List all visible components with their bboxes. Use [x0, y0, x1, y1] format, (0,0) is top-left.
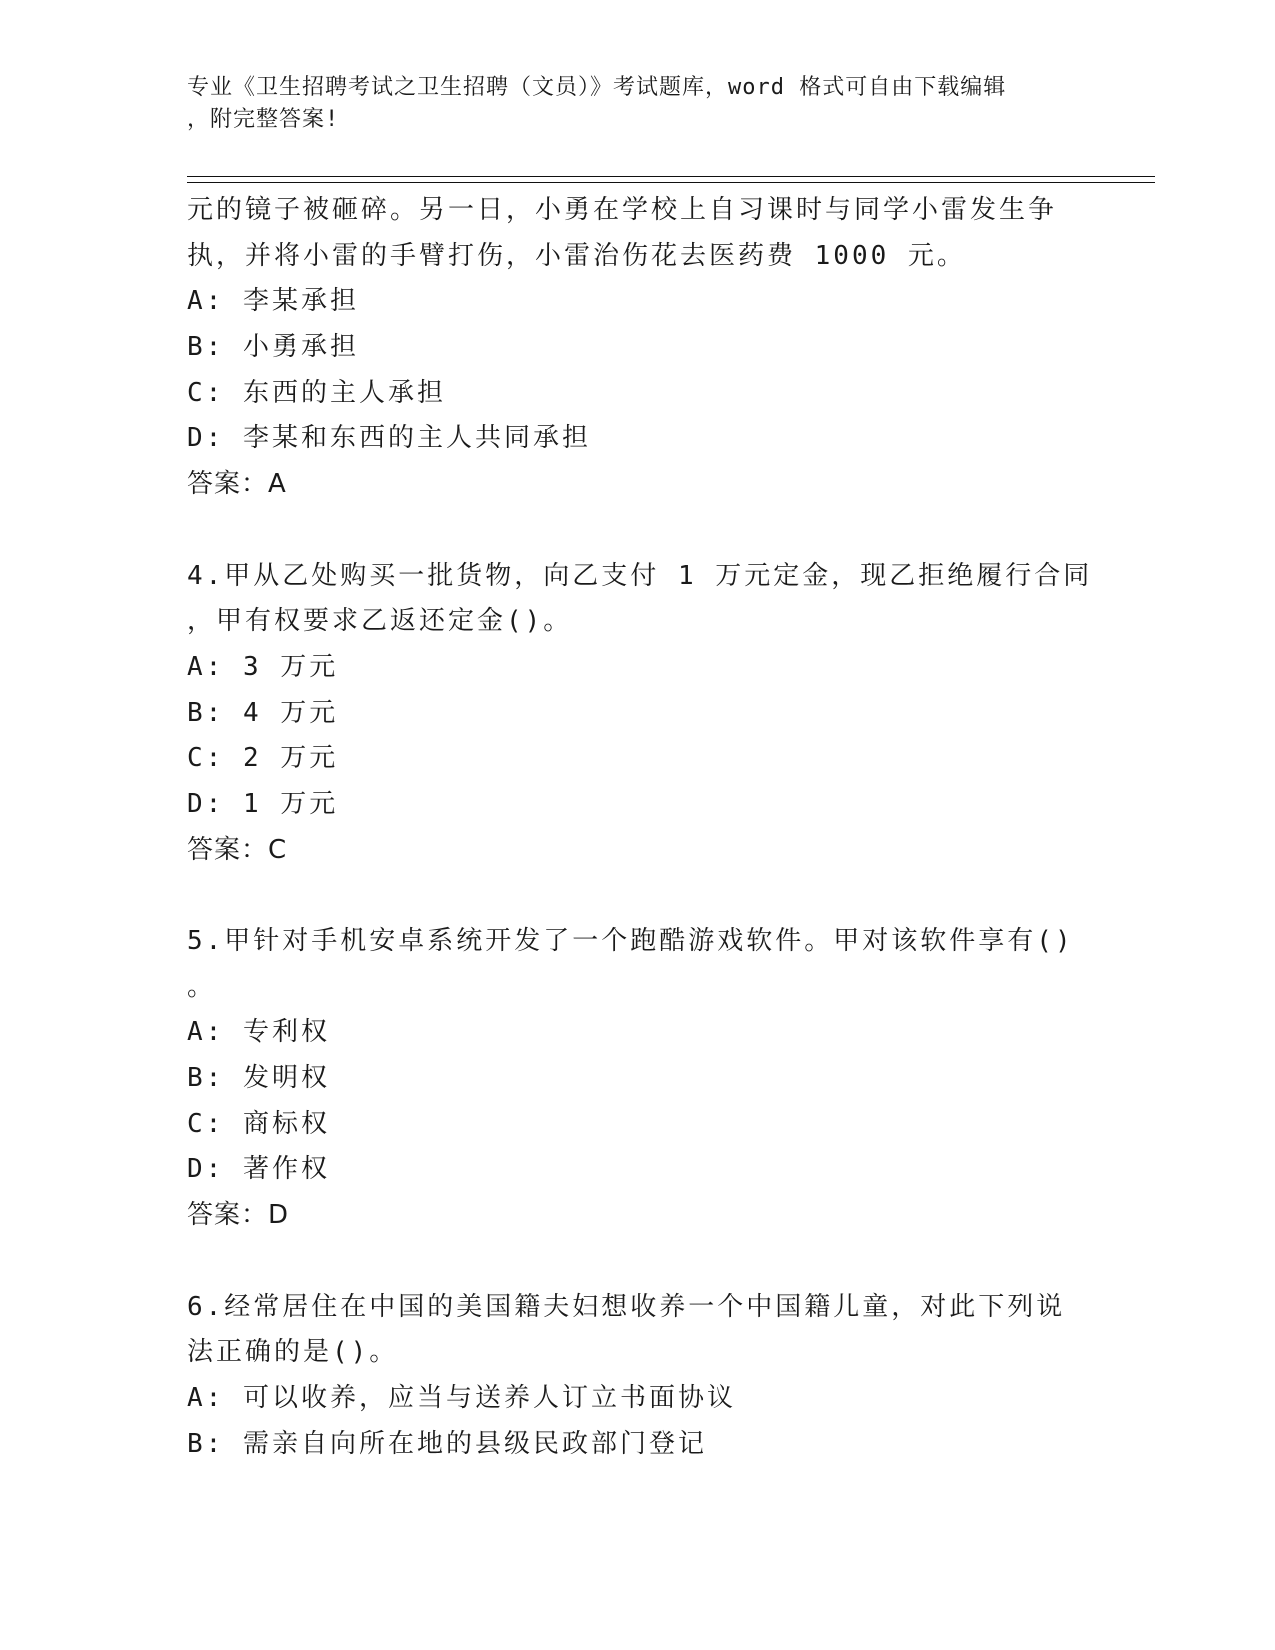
question-5-text-line-1: 5.甲针对手机安卓系统开发了一个跑酷游戏软件。甲对该软件享有() — [187, 926, 1074, 956]
question-spacer — [187, 873, 1087, 919]
header-line-1: 专业《卫生招聘考试之卫生招聘（文员）》考试题库，word 格式可自由下载编辑 — [187, 75, 1007, 100]
question-4-option-c: C: 2 万元 — [187, 743, 339, 774]
question-3 — [187, 188, 1087, 508]
header-rule-bottom — [187, 182, 1155, 183]
question-list — [187, 188, 1093, 1467]
question-5 — [187, 919, 1087, 1239]
question-6-text-line-2: 法正确的是()。 — [187, 1337, 399, 1368]
question-3-answer: 答案：A — [187, 469, 287, 500]
question-6-option-a: A: 可以收养，应当与送养人订立书面协议 — [187, 1382, 736, 1413]
question-3-option-b: B: 小勇承担 — [187, 332, 359, 363]
question-3-text-line-2: 执，并将小雷的手臂打伤，小雷治伤花去医药费 1000 元。 — [187, 240, 966, 271]
question-spacer — [187, 508, 1087, 554]
header-rule-top — [187, 176, 1155, 177]
question-4 — [187, 554, 1093, 874]
question-6-option-b: B: 需亲自向所在地的县级民政部门登记 — [187, 1428, 707, 1459]
question-6-text-line-1: 6.经常居住在中国的美国籍夫妇想收养一个中国籍儿童，对此下列说 — [187, 1291, 1066, 1322]
question-5-option-b: B: 发明权 — [187, 1063, 330, 1094]
question-5-answer: 答案：D — [187, 1200, 290, 1231]
question-4-answer: 答案：C — [187, 834, 288, 865]
question-6 — [187, 1285, 1087, 1468]
question-4-text-line-1: 4.甲从乙处购买一批货物，向乙支付 1 万元定金，现乙拒绝履行合同 — [187, 560, 1093, 591]
question-5-option-c: C: 商标权 — [187, 1108, 330, 1139]
question-3-text-line-1: 元的镜子被砸碎。另一日，小勇在学校上自习课时与同学小雷发生争 — [187, 195, 1058, 225]
question-spacer — [187, 1239, 1087, 1285]
question-4-option-b: B: 4 万元 — [187, 697, 339, 728]
question-3-option-a: A: 李某承担 — [187, 286, 359, 317]
question-4-text-line-2: ，甲有权要求乙返还定金()。 — [187, 606, 573, 637]
question-4-option-d: D: 1 万元 — [187, 788, 339, 819]
question-5-option-d: D: 著作权 — [187, 1154, 330, 1185]
header-line-2: ，附完整答案! — [187, 107, 340, 132]
question-3-option-c: C: 东西的主人承担 — [187, 377, 446, 408]
question-3-option-d: D: 李某和东西的主人共同承担 — [187, 423, 591, 454]
document-header — [187, 72, 1087, 136]
question-4-option-a: A: 3 万元 — [187, 651, 339, 682]
question-5-text-line-2: 。 — [187, 971, 217, 1002]
question-5-option-a: A: 专利权 — [187, 1017, 330, 1048]
